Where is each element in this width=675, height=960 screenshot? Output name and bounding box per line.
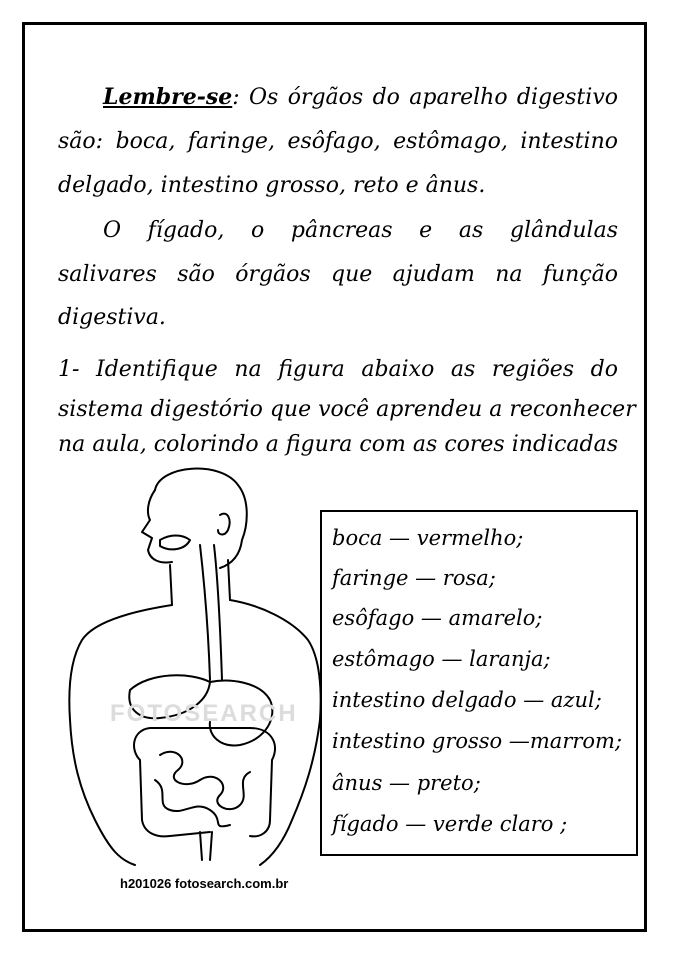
intro-line-1-text: : Os órgãos do aparelho digestivo [232,85,618,110]
right-side [260,720,320,865]
legend-item-intestino-delgado: intestino delgado — azul; [332,688,602,712]
question-line-2: sistema digestório que você aprendeu a reconhecer [58,397,636,422]
figure-caption: h201026 fotosearch.com.br [120,876,289,891]
digestive-system-figure [60,460,325,870]
large-intestine [134,728,275,836]
legend-item-anus: ânus — preto; [332,771,481,795]
figure-watermark: FOTOSEARCH [110,700,298,727]
intro-label: Lembre-se [103,84,233,110]
face-profile [142,490,172,563]
legend-item-esofago: esôfago — amarelo; [332,606,543,630]
legend-item-boca: boca — vermelho; [332,526,524,550]
ear [218,514,230,535]
rectum [200,832,212,860]
intro-line-6: digestiva. [58,305,166,330]
intro-line-2: são: boca, faringe, esôfago, estômago, intestino [58,129,618,154]
question-line-3: na aula, colorindo a figura com as cores indicadas [58,432,618,457]
intro-line-1 [58,82,618,113]
legend-item-faringe: faringe — rosa; [332,566,496,590]
intro-line-5: salivares são órgãos que ajudam na função [58,262,618,287]
left-side [70,720,135,865]
legend-item-estomago: estômago — laranja; [332,647,551,671]
intro-line-3: delgado, intestino grosso, reto e ânus. [58,173,486,198]
question-line-1: 1- Identifique na figura abaixo as regiões do [58,357,618,382]
color-legend [320,510,638,856]
legend-item-intestino-grosso: intestino grosso —marrom; [332,729,623,753]
esophagus [200,545,222,680]
small-intestine [155,752,250,827]
legend-item-figado: fígado — verde claro ; [332,812,568,836]
intro-line-4: O fígado, o pâncreas e as glândulas [103,218,618,243]
mouth [160,536,190,550]
